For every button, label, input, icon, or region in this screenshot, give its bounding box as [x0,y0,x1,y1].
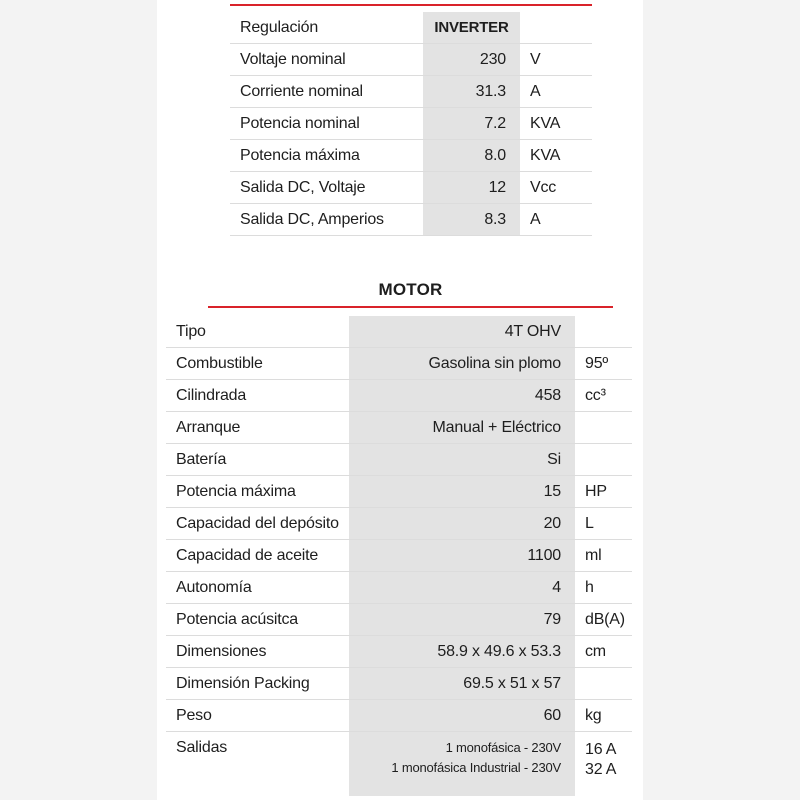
spec-unit [575,668,632,700]
output-line: 1 monofásica Industrial - 230V [391,760,561,775]
spec-label: Tipo [166,316,349,348]
spec-unit: cc³ [575,380,632,412]
table-row-outputs [166,732,632,797]
motor-divider [208,306,613,308]
table-row [230,204,592,236]
spec-label: Salida DC, Voltaje [230,172,423,204]
spec-unit: A [520,76,592,108]
spec-label: Potencia máxima [230,140,423,172]
spec-value: 8.0 [423,140,520,172]
table-row [230,44,592,76]
spec-unit: dB(A) [575,604,632,636]
table-row [166,476,632,508]
spec-label: Salidas [176,739,228,756]
table-row [166,316,632,348]
spec-value: Manual + Eléctrico [349,412,575,444]
table-row [230,12,592,44]
spec-unit: A [520,204,592,236]
table-row [166,412,632,444]
table-row [166,444,632,476]
spec-unit: KVA [520,140,592,172]
spec-value: 8.3 [423,204,520,236]
spec-label: Cilindrada [166,380,349,412]
spec-label: Potencia máxima [166,476,349,508]
section-title-motor: MOTOR [378,280,443,299]
spec-value: 79 [349,604,575,636]
spec-value: 20 [349,508,575,540]
output-line: 1 monofásica - 230V [445,740,561,755]
spec-unit [575,444,632,476]
spec-label: Regulación [230,12,423,44]
spec-label: Capacidad de aceite [166,540,349,572]
spec-label: Salida DC, Amperios [230,204,423,236]
spec-label: Arranque [166,412,349,444]
table-row [166,700,632,732]
spec-unit [575,412,632,444]
table-row [166,572,632,604]
spec-value: 69.5 x 51 x 57 [349,668,575,700]
spec-label: Dimensiones [166,636,349,668]
table-row [166,380,632,412]
spec-label: Peso [166,700,349,732]
spec-value: Gasolina sin plomo [349,348,575,380]
spec-label: Potencia acúsitca [166,604,349,636]
spec-label: Batería [166,444,349,476]
output-unit: 32 A [585,761,617,778]
spec-value: 4T OHV [349,316,575,348]
spec-unit: L [575,508,632,540]
spec-label: Potencia nominal [230,108,423,140]
spec-unit: cm [575,636,632,668]
table-row [230,140,592,172]
spec-value: 12 [423,172,520,204]
spec-unit: 95º [575,348,632,380]
spec-label: Capacidad del depósito [166,508,349,540]
spec-value: 60 [349,700,575,732]
spec-label: Corriente nominal [230,76,423,108]
spec-value: 58.9 x 49.6 x 53.3 [349,636,575,668]
spec-value: 7.2 [423,108,520,140]
motor-spec-table [166,316,632,796]
table-row [230,108,592,140]
spec-label: Combustible [166,348,349,380]
table-row [166,348,632,380]
table-row [166,604,632,636]
spec-value-outputs [349,732,575,797]
spec-unit: KVA [520,108,592,140]
spec-unit [520,12,592,44]
table-row [166,540,632,572]
spec-unit: V [520,44,592,76]
table-row [230,172,592,204]
table-row [166,668,632,700]
table-row [166,636,632,668]
spec-unit-outputs [575,732,632,797]
spec-unit: h [575,572,632,604]
spec-unit: kg [575,700,632,732]
spec-value: 31.3 [423,76,520,108]
spec-value: 4 [349,572,575,604]
spec-label: Voltaje nominal [230,44,423,76]
spec-value: Si [349,444,575,476]
spec-unit: ml [575,540,632,572]
spec-unit [575,316,632,348]
table-row [230,76,592,108]
spec-value: 458 [349,380,575,412]
top-divider [230,4,592,6]
spec-label: Autonomía [166,572,349,604]
spec-value: 1100 [349,540,575,572]
spec-value: 15 [349,476,575,508]
spec-value: INVERTER [423,12,520,44]
table-row [166,508,632,540]
spec-unit: Vcc [520,172,592,204]
electrical-spec-table [230,12,592,236]
spec-value: 230 [423,44,520,76]
output-unit: 16 A [585,741,617,758]
spec-unit: HP [575,476,632,508]
spec-label: Dimensión Packing [166,668,349,700]
